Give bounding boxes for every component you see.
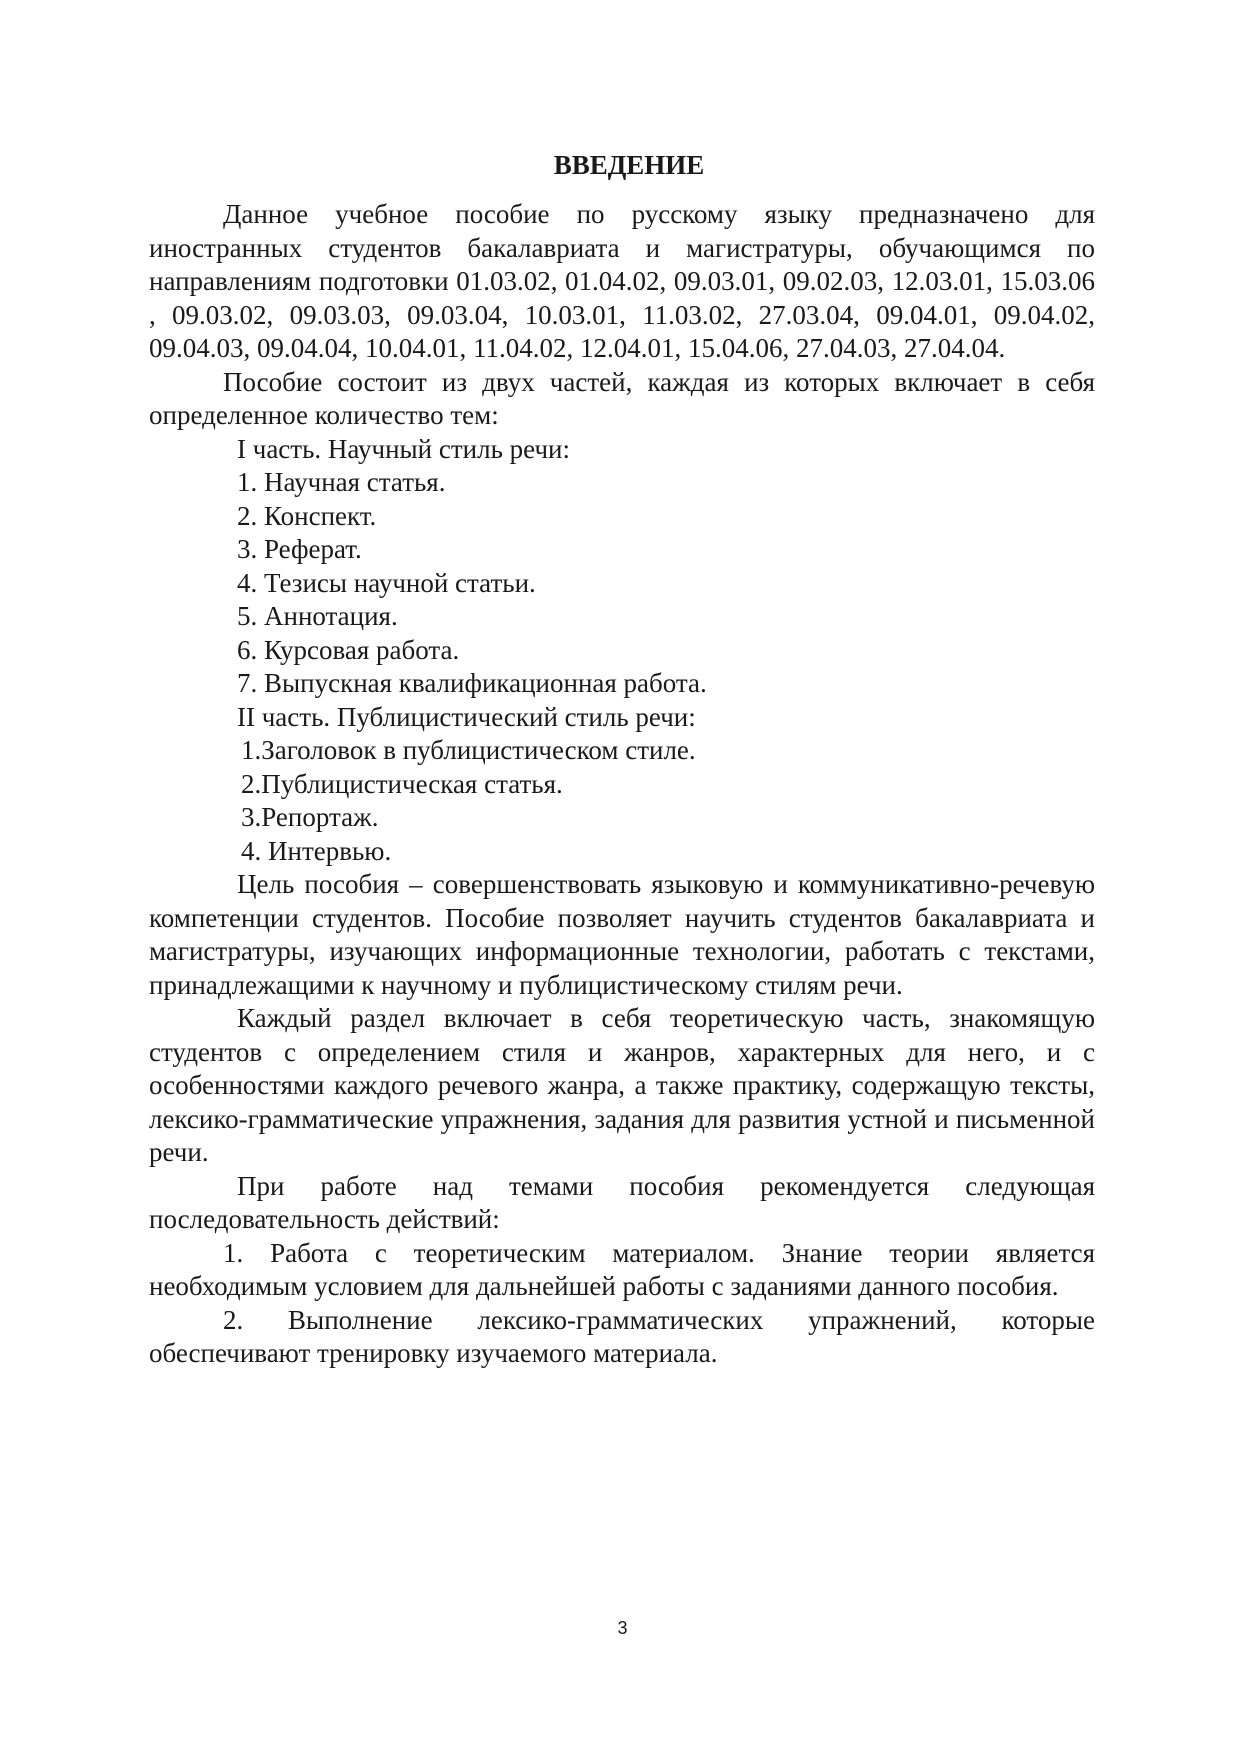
list-item: 1.Заголовок в публицистическом стиле. <box>241 735 696 765</box>
section-paragraph: Каждый раздел включает в себя теоретическую часть, знакомящую студентов с определением стиля и жанров, характерных для него, и с особенностями каждого речевого жанра, а также практику, содержащую тексты, лексико-грамматические упражнения, задания для развития устной и письменной речи. <box>149 1003 1095 1167</box>
structure-paragraph: Пособие состоит из двух частей, каждая из которых включает в себя определенное количество тем: <box>149 366 1095 430</box>
sequence-paragraph: При работе над темами пособия рекомендуется следующая последовательность действий: <box>149 1170 1095 1234</box>
list-item: 1. Научная статья. <box>237 467 446 497</box>
intro-paragraph: Данное учебное пособие по русскому языку предназначено для иностранных студентов бакалавриата и магистратуры, обучающимся по направлениям подготовки 01.03.02, 01.04.02, 09.03.01, 09.02.03, 12.03.01, 15.03.06 , 09.03.02, 09.03.03, 09.03.04, 10.03.01, 11.03.02, 27.03.04, 09.04.01, 09.04.02, 09.04.03, 09.04.04, 10.04.01, 11.04.02, 12.04.01, 15.04.06, 27.04.03, 27.04.04. <box>149 199 1095 363</box>
list-item: 2. Конспект. <box>237 500 377 531</box>
document-page <box>149 148 1095 1371</box>
list-item: 6. Курсовая работа. <box>237 634 460 665</box>
step-paragraph: 2. Выполнение лексико-грамматических упражнений, которые обеспечивают тренировку изучаемого материала. <box>149 1304 1095 1368</box>
page-title: ВВЕДЕНИЕ <box>553 150 705 180</box>
list-item: 3. Реферат. <box>237 534 362 564</box>
step-paragraph: 1. Работа с теоретическим материалом. Знание теории является необходимым условием для дальнейшей работы с заданиями данного пособия. <box>149 1237 1095 1301</box>
list-item: 5. Аннотация. <box>237 601 398 631</box>
list-item: 3.Репортаж. <box>241 802 379 832</box>
goal-paragraph: Цель пособия – совершенствовать языковую и коммуникативно-речевую компетенции студентов. Пособие позволяет научить студентов бакалавриата и магистратуры, изучающих информационные технологии, работать с текстами, принадлежащими к научному и публицистическому стилям речи. <box>149 869 1095 1000</box>
list-item: 4. Интервью. <box>241 835 392 866</box>
part1-heading: I часть. Научный стиль речи: <box>237 433 570 464</box>
page-number: 3 <box>617 1618 628 1638</box>
list-item: 7. Выпускная квалификационная работа. <box>237 668 707 698</box>
list-item: 2.Публицистическая статья. <box>241 768 563 799</box>
document-body <box>149 198 1095 1371</box>
part2-heading: II часть. Публицистический стиль речи: <box>237 701 696 732</box>
list-item: 4. Тезисы научной статьи. <box>237 567 536 598</box>
